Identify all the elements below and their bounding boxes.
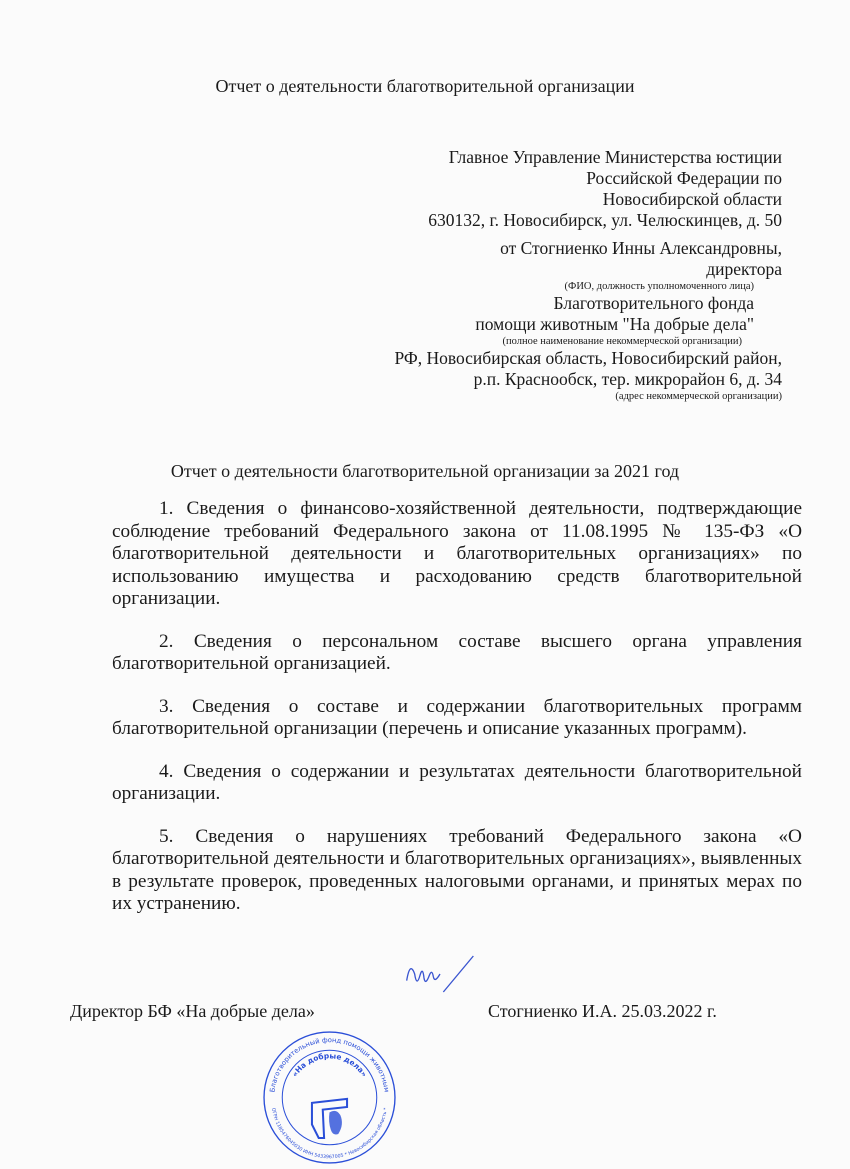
org-address: РФ, Новосибирская область, Новосибирский район, bbox=[394, 348, 782, 368]
report-subtitle: Отчет о деятельности благотворительной организации за 2021 год bbox=[170, 461, 680, 481]
signatory-name-date: Стогниенко И.А. 25.03.2022 г. bbox=[488, 1001, 717, 1021]
recipient-line: Новосибирской области bbox=[602, 189, 782, 209]
section-3: 3. Сведения о составе и содержании благотворительных программ благотворительной организации (перечень и описание указанных программ). bbox=[112, 695, 802, 739]
report-sections bbox=[112, 498, 802, 916]
section-2: 2. Сведения о персональном составе высшего органа управления благотворительной организацией. bbox=[112, 630, 802, 674]
svg-text:«На добрые дела» bbox=[290, 1051, 369, 1078]
document-title-text: Отчет о деятельности благотворительной организации bbox=[215, 76, 635, 96]
animal-silhouette-icon bbox=[329, 1111, 342, 1135]
address-caption: (адрес некоммерческой организации) bbox=[615, 391, 782, 402]
svg-text:Благотворительный фонд помощи bbox=[268, 1036, 390, 1093]
org-address: р.п. Краснообск, тер. микрорайон 6, д. 34 bbox=[473, 369, 782, 389]
sender-position: директора bbox=[706, 259, 782, 279]
handwritten-signature bbox=[400, 950, 480, 998]
recipient-block bbox=[428, 147, 782, 231]
stamp-outer-text: Благотворительный фонд помощи животным bbox=[268, 1036, 391, 1093]
organization-stamp bbox=[262, 1030, 397, 1165]
org-caption: (полное наименование некоммерческой организации) bbox=[502, 336, 742, 347]
section-5: 5. Сведения о нарушениях требований Федерального закона «О благотворительной деятельности и благотворительных организациях», выявленных в результате проверок, проведенных налоговыми органами, и принятых мерах по их устранению. bbox=[112, 825, 802, 914]
sender-block bbox=[394, 238, 782, 403]
stamp-inner-text: «На добрые дела» bbox=[290, 1051, 369, 1079]
recipient-line: 630132, г. Новосибирск, ул. Челюскинцев, д. 50 bbox=[428, 210, 782, 230]
signatory-title: Директор БФ «На добрые дела» bbox=[70, 1001, 315, 1021]
org-line: Благотворительного фонда bbox=[553, 293, 754, 313]
stamp-bottom-text: ОГРН 1185476045030 ИНН 5433967005 * Новосибирская область * bbox=[269, 1107, 389, 1161]
sender-name: от Стогниенко Инны Александровны, bbox=[500, 238, 782, 258]
recipient-line: Главное Управление Министерства юстиции bbox=[448, 147, 782, 167]
recipient-line: Российской Федерации по bbox=[586, 168, 782, 188]
sender-caption: (ФИО, должность уполномоченного лица) bbox=[564, 281, 754, 292]
section-4: 4. Сведения о содержании и результатах деятельности благотворительной организации. bbox=[112, 760, 802, 804]
section-1: 1. Сведения о финансово-хозяйственной деятельности, подтверждающие соблюдение требований Федерального закона от 11.08.1995 № 135-ФЗ «О благотворительной деятельности и благотворительных организациях» по использованию имущества и расходованию средств благотворительной организации. bbox=[112, 498, 802, 609]
org-line: помощи животным "На добрые дела" bbox=[475, 314, 754, 334]
document-title bbox=[0, 76, 850, 97]
